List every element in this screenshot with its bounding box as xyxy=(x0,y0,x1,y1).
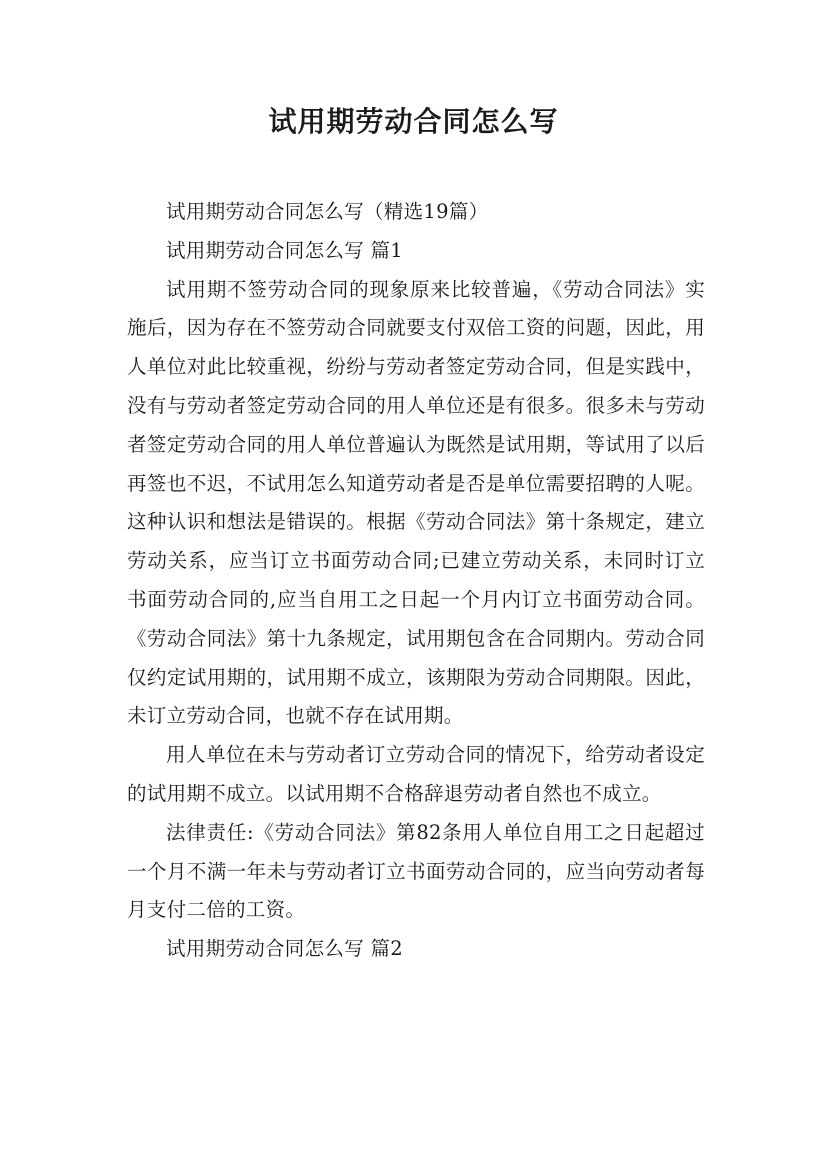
section-heading: 试用期劳动合同怎么写 篇2 xyxy=(166,937,404,961)
document-title: 试用期劳动合同怎么写 xyxy=(268,105,559,138)
body-paragraph: 试用期不签劳动合同的现象原来比较普遍，《劳动合同法》实施后，因为存在不签劳动合同就要支付双倍工资的问题，因此，用人单位对此比较重视，纷纷与劳动者签定劳动合同，但是实践中，没有与劳动者签定劳动合同的用人单位还是有很多。很多未与劳动者签定劳动合同的用人单位普遍认为既然是试用期，等试用了以后再签也不迟，不试用怎么知道劳动者是否是单位需要招聘的人呢。这种认识和想法是错误的。根据《劳动合同法》第十条规定，建立劳动关系，应当订立书面劳动合同;已建立劳动关系，未同时订立书面劳动合同的,应当自用工之日起一个月内订立书面劳动合同。《劳动合同法》第十九条规定，试用期包含在合同期内。劳动合同仅约定试用期的，试用期不成立，该期限为劳动合同期限。因此，未订立劳动合同，也就不存在试用期。 xyxy=(127,277,705,728)
body-paragraph: 法律责任:《劳动合同法》第82条用人单位自用工之日起超过一个月不满一年未与劳动者订立书面劳动合同的，应当向劳动者每月支付二倍的工资。 xyxy=(127,820,705,922)
section-heading: 试用期劳动合同怎么写 篇1 xyxy=(166,238,404,262)
subtitle-paragraph: 试用期劳动合同怎么写（精选19篇） xyxy=(166,200,489,223)
body-paragraph: 用人单位在未与劳动者订立劳动合同的情况下，给劳动者设定的试用期不成立。以试用期不合格辞退劳动者自然也不成立。 xyxy=(127,743,705,805)
document-body xyxy=(127,193,705,969)
